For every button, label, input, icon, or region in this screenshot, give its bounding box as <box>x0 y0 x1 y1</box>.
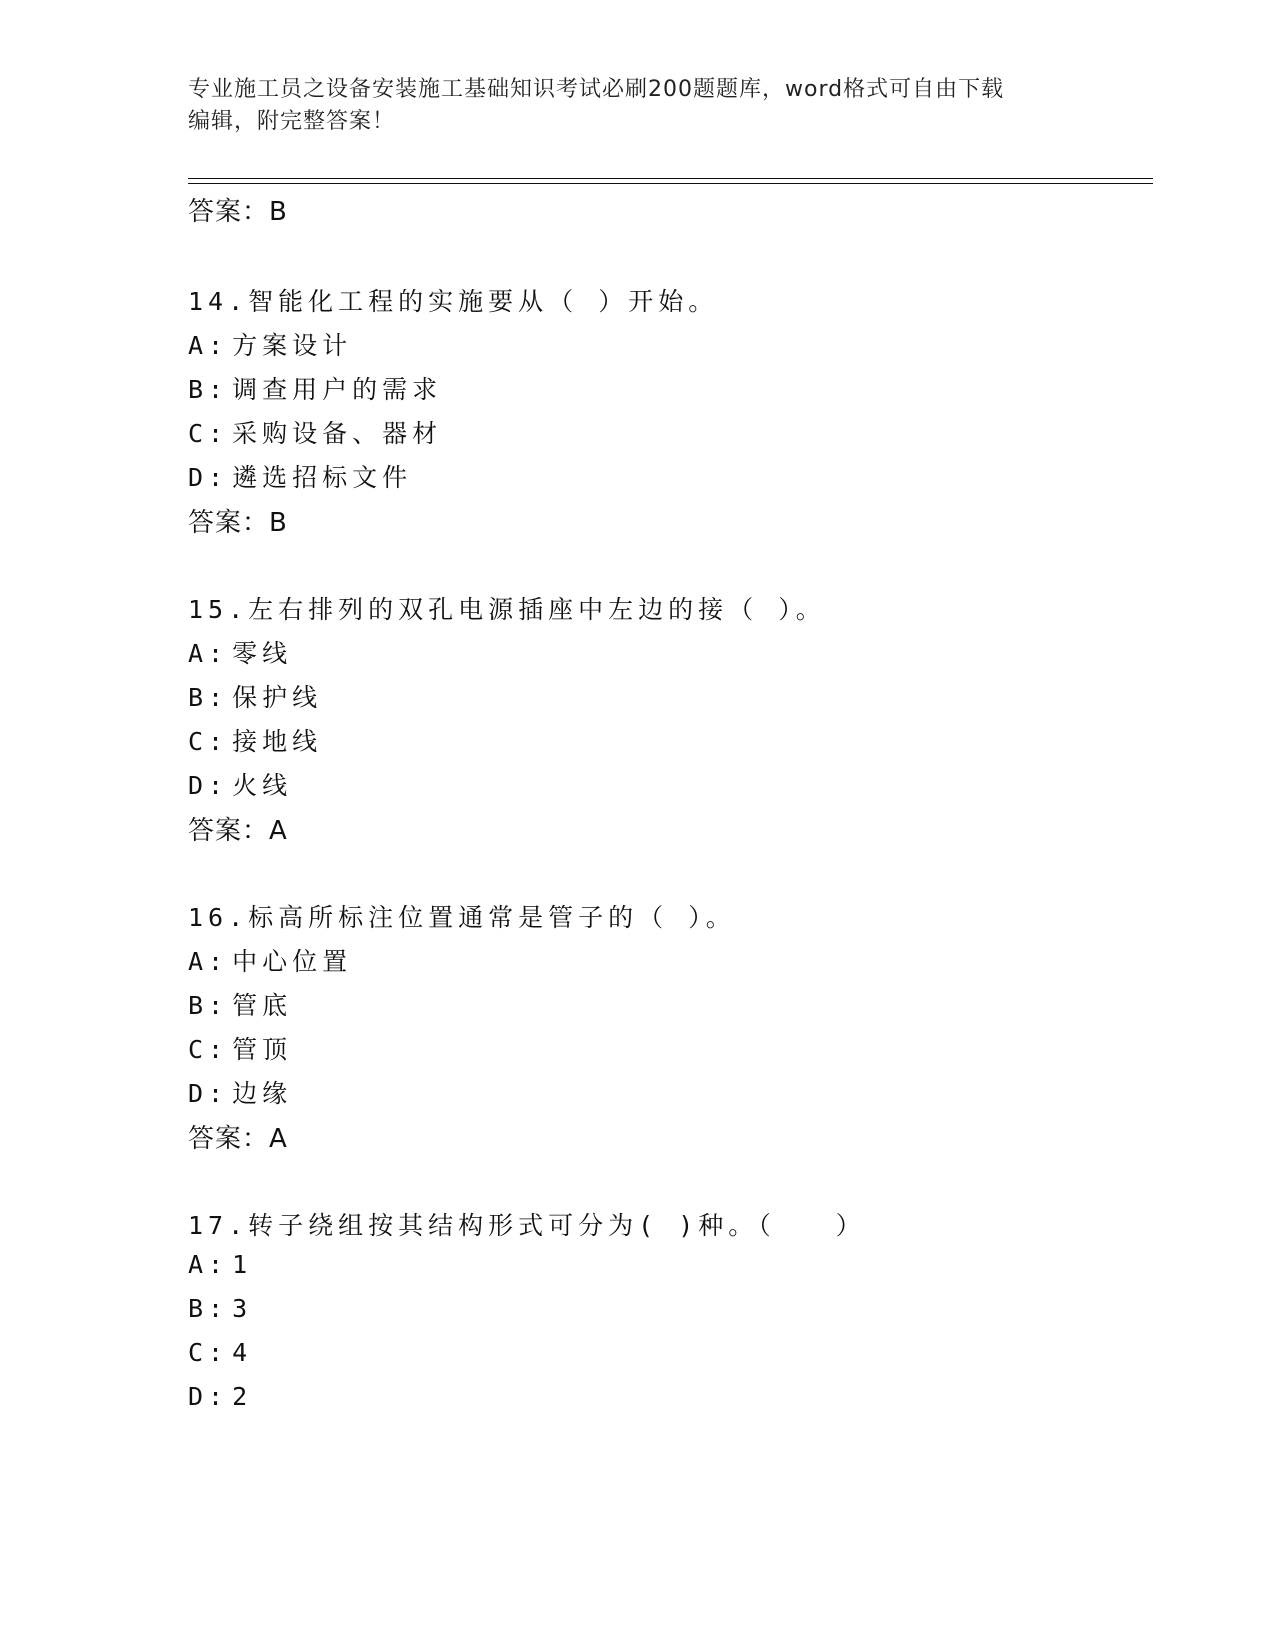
option-label: D: <box>188 1079 229 1108</box>
option-label: D: <box>188 1382 229 1411</box>
option-text: 采购设备、器材 <box>232 419 443 448</box>
question-17-text: 17.转子绕组按其结构形式可分为( )种。（ ） <box>188 1211 866 1240</box>
option-label: C: <box>188 419 229 448</box>
option-label: B: <box>188 375 229 404</box>
question-17-option-b <box>188 1294 252 1323</box>
question-16-text: 16.标高所标注位置通常是管子的（ ）。 <box>188 903 736 932</box>
option-text: 3 <box>232 1294 253 1323</box>
option-label: B: <box>188 683 229 712</box>
document-header <box>188 74 1078 138</box>
question-17-option-a <box>188 1250 252 1279</box>
header-divider-bottom <box>188 183 1153 184</box>
option-text: 保护线 <box>232 683 323 712</box>
question-14-option-d <box>188 458 412 494</box>
question-16-option-a <box>188 942 352 978</box>
option-text: 边缘 <box>232 1079 293 1108</box>
option-label: A: <box>188 331 229 360</box>
option-label: A: <box>188 639 229 668</box>
question-17-option-c <box>188 1338 252 1367</box>
question-16-option-c <box>188 1030 292 1066</box>
question-14-option-c <box>188 414 442 450</box>
question-16-answer: 答案：A <box>188 1124 288 1154</box>
question-15-text: 15.左右排列的双孔电源插座中左边的接（ ）。 <box>188 595 826 624</box>
option-label: B: <box>188 1294 229 1323</box>
question-14-option-a <box>188 326 352 362</box>
previous-answer: 答案：B <box>188 197 288 227</box>
question-15-option-b <box>188 678 322 714</box>
option-label: D: <box>188 463 229 492</box>
option-label: A: <box>188 947 229 976</box>
option-label: C: <box>188 1338 229 1367</box>
question-15-option-c <box>188 722 322 758</box>
option-text: 管顶 <box>232 1035 293 1064</box>
option-text: 2 <box>232 1382 253 1411</box>
question-16-option-d <box>188 1074 292 1110</box>
option-text: 中心位置 <box>232 947 353 976</box>
question-16-option-b <box>188 986 292 1022</box>
option-label: C: <box>188 1035 229 1064</box>
option-text: 1 <box>232 1250 253 1279</box>
option-text: 火线 <box>232 771 293 800</box>
option-text: 调查用户的需求 <box>232 375 443 404</box>
option-label: C: <box>188 727 229 756</box>
option-text: 方案设计 <box>232 331 353 360</box>
header-divider-top <box>188 178 1153 179</box>
option-label: D: <box>188 771 229 800</box>
question-17-option-d <box>188 1382 252 1411</box>
option-text: 管底 <box>232 991 293 1020</box>
option-text: 4 <box>232 1338 253 1367</box>
question-14-answer: 答案：B <box>188 508 288 538</box>
question-15-option-a <box>188 634 292 670</box>
header-title-line-1: 专业施工员之设备安装施工基础知识考试必刷200题题库，word格式可自由下载 <box>188 77 1005 102</box>
question-14-text: 14.智能化工程的实施要从（ ）开始。 <box>188 287 719 316</box>
option-text: 遴选招标文件 <box>232 463 413 492</box>
question-14-option-b <box>188 370 442 406</box>
option-label: A: <box>188 1250 229 1279</box>
option-text: 接地线 <box>232 727 323 756</box>
question-15-answer: 答案：A <box>188 816 288 846</box>
option-label: B: <box>188 991 229 1020</box>
option-text: 零线 <box>232 639 293 668</box>
question-15-option-d <box>188 766 292 802</box>
header-title-line-2: 编辑，附完整答案！ <box>188 109 396 134</box>
